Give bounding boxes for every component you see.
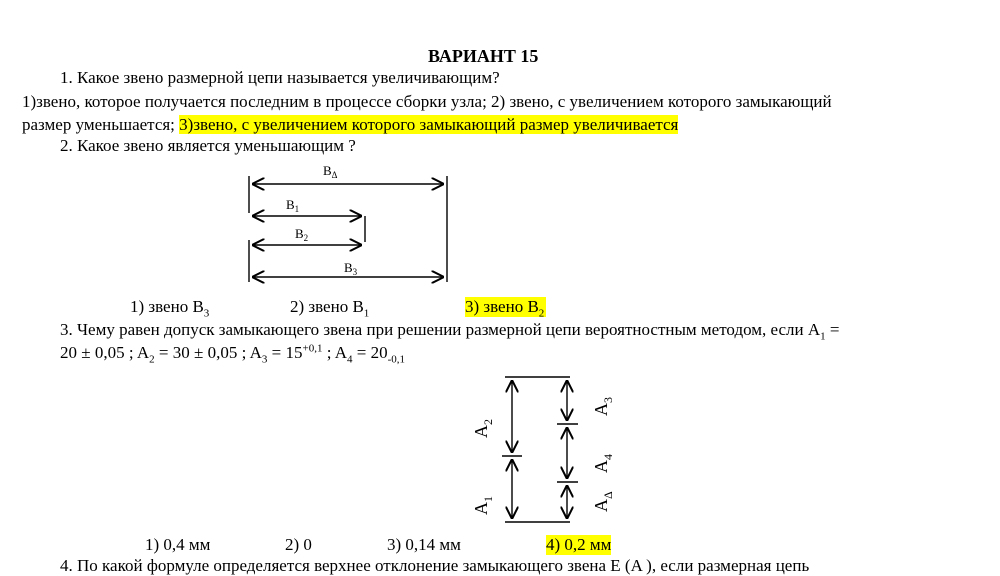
question-2: 2. Какое звено является уменьшающим ? — [60, 136, 356, 155]
label-b1: $B_1$ — [286, 197, 300, 214]
label-a4: $A_4$ — [591, 454, 615, 473]
page-title: ВАРИАНТ 15 — [428, 46, 539, 66]
label-a-delta: $A_\Delta$ — [591, 491, 615, 512]
question-3-line-1: 3. Чему равен допуск замыкающего звена при решении размерной цепи вероятностным методом, если $A_1$ = — [60, 320, 840, 343]
q3-option-2: 2) 0 — [285, 535, 312, 554]
label-b2: $B_2$ — [295, 226, 309, 243]
answer-text: размер уменьшается; — [22, 115, 180, 134]
q2-option-3-highlighted: 3) звено $B_2$ — [465, 297, 545, 320]
label-b3: $B_3$ — [344, 260, 358, 277]
question-1: 1. Какое звено размерной цепи называется увеличивающим? — [60, 68, 500, 87]
question-1-answer-line-1: 1)звено, которое получается последним в процессе сборки узла; 2) звено, с увеличением которого замыкающий — [22, 92, 832, 111]
question-4-partial: 4. По какой формуле определяется верхнее отклонение замыкающего звена E (A ), если размерная цепь — [60, 556, 810, 575]
question-3-line-2: 20 ± 0,05 ; $A_2 = 30 \pm 0,05$ ; $A_3 = 15^{+0,1}$ ; $A_4 = 20_{-0,1}$ — [60, 342, 406, 366]
q3-option-3: 3) 0,14 мм — [387, 535, 461, 554]
q2-option-1: 1) звено $B_3$ — [130, 297, 210, 320]
label-a2: $A_2$ — [471, 419, 495, 438]
q3-option-4-highlighted: 4) 0,2 мм — [546, 535, 612, 554]
q3-option-1: 1) 0,4 мм — [145, 535, 211, 554]
highlighted-answer: 3)звено, с увеличением которого замыкающий размер увеличивается — [179, 115, 679, 134]
q2-option-2: 2) звено $B_1$ — [290, 297, 370, 320]
label-b-delta: $B_\Delta$ — [323, 163, 338, 180]
label-a3: $A_3$ — [591, 397, 615, 416]
label-a1: $A_1$ — [471, 496, 495, 515]
